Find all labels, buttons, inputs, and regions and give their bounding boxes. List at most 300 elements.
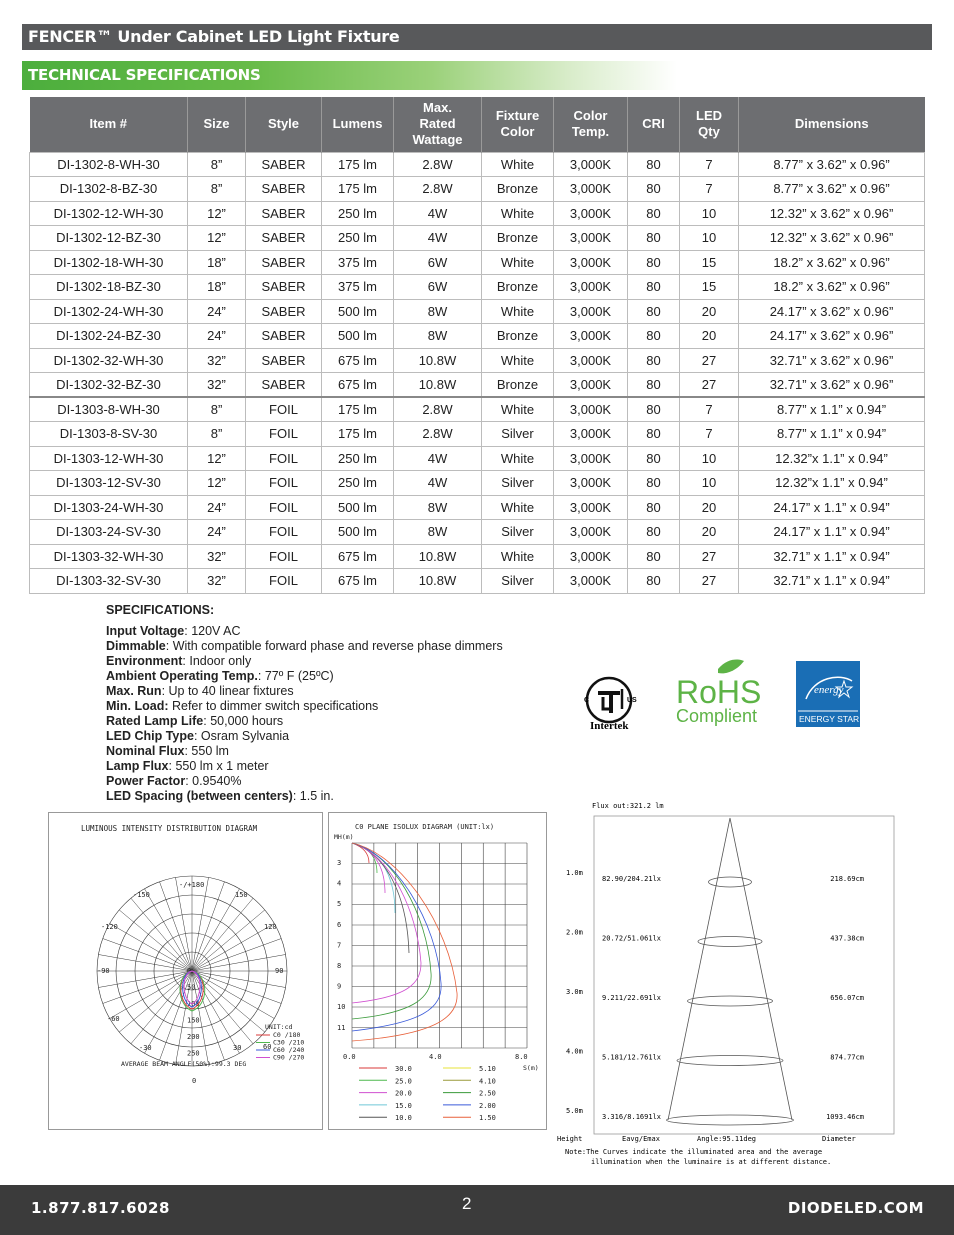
table-cell: 175 lm (322, 422, 394, 447)
table-cell: 2.8W (394, 422, 482, 447)
cone-col-angle: Angle:95.11deg (697, 1135, 757, 1143)
table-cell: 3,000K (554, 373, 628, 398)
table-row (30, 152, 925, 177)
table-cell: DI-1302-12-BZ-30 (30, 226, 188, 251)
table-cell: SABER (246, 201, 322, 226)
table-cell: 500 lm (322, 520, 394, 545)
spec-label: Input Voltage (106, 624, 185, 638)
column-header: Size (188, 97, 246, 152)
energy-star-logo (796, 661, 860, 727)
table-cell: 4W (394, 201, 482, 226)
table-cell: 12” (188, 446, 246, 471)
table-cell: DI-1303-24-WH-30 (30, 495, 188, 520)
table-cell: 375 lm (322, 250, 394, 275)
spec-value: : 0.9540% (185, 774, 242, 788)
table-cell: 80 (628, 495, 680, 520)
table-cell: 80 (628, 544, 680, 569)
cone-note-line1: Note:The Curves indicate the illuminated area and the average (565, 1148, 823, 1156)
table-cell: 250 lm (322, 446, 394, 471)
table-cell: 3,000K (554, 495, 628, 520)
table-cell: DI-1303-32-WH-30 (30, 544, 188, 569)
table-cell: White (482, 152, 554, 177)
table-cell: 3,000K (554, 397, 628, 422)
table-cell: 3,000K (554, 348, 628, 373)
table-cell: Bronze (482, 373, 554, 398)
cone-ellipse (677, 1056, 783, 1066)
table-cell: 32” (188, 544, 246, 569)
table-cell: 675 lm (322, 569, 394, 594)
isolux-legend-label: 4.10 (479, 1077, 496, 1086)
table-cell: White (482, 544, 554, 569)
table-cell: 8” (188, 177, 246, 202)
column-header: Fixture Color (482, 97, 554, 152)
table-cell: 3,000K (554, 177, 628, 202)
polar-title: LUMINOUS INTENSITY DISTRIBUTION DIAGRAM (81, 824, 258, 833)
table-cell: 24” (188, 495, 246, 520)
footer-website: DIODELED.COM (787, 1199, 924, 1217)
table-cell: Bronze (482, 275, 554, 300)
spec-item (106, 729, 503, 744)
column-header: Dimensions (739, 97, 925, 152)
spec-label: Max. Run (106, 684, 162, 698)
table-cell: 3,000K (554, 275, 628, 300)
table-row (30, 299, 925, 324)
table-cell: 80 (628, 520, 680, 545)
spec-value: Refer to dimmer switch specifications (168, 699, 379, 713)
spec-item (106, 624, 503, 639)
table-cell: 80 (628, 373, 680, 398)
section-heading: TECHNICAL SPECIFICATIONS (22, 61, 932, 90)
table-cell: 2.8W (394, 397, 482, 422)
table-cell: White (482, 397, 554, 422)
polar-diagram (48, 812, 323, 1130)
table-cell: 8.77” x 3.62” x 0.96” (739, 177, 925, 202)
spec-item (106, 639, 503, 654)
table-cell: 27 (680, 373, 739, 398)
table-cell: White (482, 495, 554, 520)
polar-legend-label: C90 /270 (273, 1053, 305, 1062)
polar-unit: UNIT:cd (265, 1023, 293, 1031)
polar-legend-label: C30 /210 (273, 1038, 305, 1047)
table-cell: 3,000K (554, 422, 628, 447)
table-cell: DI-1302-18-WH-30 (30, 250, 188, 275)
polar-svg (49, 813, 323, 1130)
table-cell: DI-1303-32-SV-30 (30, 569, 188, 594)
table-cell: 12.32”x 1.1” x 0.94” (739, 446, 925, 471)
spec-label: Power Factor (106, 774, 186, 788)
table-cell: 80 (628, 299, 680, 324)
column-header: Max. Rated Wattage (394, 97, 482, 152)
isolux-xtick: 0.0 (343, 1053, 356, 1061)
table-cell: White (482, 299, 554, 324)
table-cell: FOIL (246, 569, 322, 594)
isolux-grid (337, 843, 539, 1072)
isolux-legend-label: 20.0 (395, 1089, 412, 1098)
table-cell: 10.8W (394, 348, 482, 373)
isolux-legend-label: 5.10 (479, 1065, 496, 1073)
spec-value: : 50,000 hours (203, 714, 284, 728)
table-cell: 32” (188, 348, 246, 373)
polar-angle-label: -120 (101, 923, 118, 931)
beam-cone-diagram (552, 798, 902, 1170)
table-row (30, 348, 925, 373)
table-cell: 8W (394, 495, 482, 520)
table-cell: 32” (188, 373, 246, 398)
table-cell: 80 (628, 422, 680, 447)
isolux-legend-label: 1.50 (479, 1114, 496, 1123)
column-header: Style (246, 97, 322, 152)
cone-ellipse (667, 1115, 794, 1125)
table-cell: DI-1303-12-WH-30 (30, 446, 188, 471)
table-cell: Bronze (482, 324, 554, 349)
table-cell: DI-1303-8-SV-30 (30, 422, 188, 447)
energy-script: energy (814, 684, 844, 696)
table-row (30, 275, 925, 300)
polar-angle-label: 120 (264, 923, 277, 931)
table-row (30, 373, 925, 398)
table-cell: 8W (394, 520, 482, 545)
rohs-title: RoHS (676, 674, 762, 710)
etl-logo (584, 678, 637, 732)
table-cell: 8W (394, 299, 482, 324)
column-header: LED Qty (680, 97, 739, 152)
table-row (30, 422, 925, 447)
table-cell: 6W (394, 250, 482, 275)
table-cell: SABER (246, 152, 322, 177)
table-cell: 24.17” x 3.62” x 0.96” (739, 299, 925, 324)
spec-table (29, 97, 925, 594)
page-number: 2 (462, 1194, 472, 1213)
isolux-xtick: 8.0 (515, 1053, 528, 1061)
table-cell: 3,000K (554, 152, 628, 177)
table-cell: 7 (680, 397, 739, 422)
table-cell: White (482, 348, 554, 373)
table-cell: 27 (680, 544, 739, 569)
table-cell: 3,000K (554, 544, 628, 569)
table-cell: 3,000K (554, 569, 628, 594)
table-row (30, 250, 925, 275)
table-cell: 500 lm (322, 495, 394, 520)
table-cell: 500 lm (322, 299, 394, 324)
table-cell: 3,000K (554, 324, 628, 349)
table-cell: 80 (628, 397, 680, 422)
table-cell: 80 (628, 177, 680, 202)
table-cell: FOIL (246, 544, 322, 569)
etl-us-label: US (627, 697, 637, 704)
table-cell: FOIL (246, 520, 322, 545)
table-cell: Bronze (482, 226, 554, 251)
polar-legend-label: C60 /240 (273, 1046, 305, 1054)
table-cell: 175 lm (322, 397, 394, 422)
table-cell: SABER (246, 299, 322, 324)
isolux-legend-label: 30.0 (395, 1065, 412, 1073)
table-cell: FOIL (246, 471, 322, 496)
table-cell: SABER (246, 348, 322, 373)
table-cell: 32.71” x 1.1” x 0.94” (739, 544, 925, 569)
cone-ellipse (709, 877, 752, 887)
isolux-ytick: 6 (337, 920, 342, 929)
table-cell: 3,000K (554, 226, 628, 251)
table-cell: DI-1303-24-SV-30 (30, 520, 188, 545)
table-cell: 12.32” x 3.62” x 0.96” (739, 226, 925, 251)
spec-value: : 1.5 in. (292, 789, 334, 803)
table-cell: White (482, 250, 554, 275)
table-cell: 675 lm (322, 544, 394, 569)
table-cell: DI-1302-18-BZ-30 (30, 275, 188, 300)
polar-angle-label: -/+180 (179, 881, 205, 889)
cone-col-eavg: Eavg/Emax (622, 1135, 660, 1143)
spec-label: Environment (106, 654, 183, 668)
table-cell: 8W (394, 324, 482, 349)
cone-note-line2: illumination when the luminaire is at different distance. (591, 1158, 832, 1166)
polar-beam-angle: AVERAGE BEAM ANGLE(50%):99.3 DEG (121, 1060, 247, 1068)
isolux-xlabel: S(m) (523, 1064, 539, 1072)
table-cell: 12” (188, 471, 246, 496)
table-cell: 12.32”x 1.1” x 0.94” (739, 471, 925, 496)
isolux-diagram (328, 812, 547, 1130)
polar-angle-label: -30 (139, 1044, 152, 1052)
table-cell: FOIL (246, 446, 322, 471)
table-row (30, 495, 925, 520)
table-cell: 10 (680, 226, 739, 251)
table-cell: White (482, 446, 554, 471)
table-cell: DI-1302-32-WH-30 (30, 348, 188, 373)
etl-c-label: C (584, 697, 590, 704)
cone-flux: Flux out:321.2 lm (592, 802, 664, 810)
specifications-list (106, 624, 503, 804)
table-row (30, 446, 925, 471)
footer (0, 1185, 954, 1235)
table-cell: FOIL (246, 495, 322, 520)
cone-illuminance: 20.72/51.061lx (602, 934, 662, 943)
table-cell: 4W (394, 471, 482, 496)
polar-legend-label: C0 /180 (273, 1031, 301, 1039)
table-cell: 20 (680, 520, 739, 545)
spec-label: Dimmable (106, 639, 166, 653)
polar-angle-label: -60 (107, 1015, 120, 1023)
isolux-curves (352, 843, 457, 1041)
table-cell: SABER (246, 226, 322, 251)
polar-angle-label: 90 (275, 967, 284, 975)
table-cell: 32.71” x 3.62” x 0.96” (739, 348, 925, 373)
spec-value: : 120V AC (184, 624, 241, 638)
table-cell: 3,000K (554, 201, 628, 226)
polar-radius-label: 150 (187, 1016, 200, 1025)
table-cell: DI-1303-8-WH-30 (30, 397, 188, 422)
polar-angle-label: 30 (233, 1044, 242, 1052)
energy-star-label: ENERGY STAR (799, 714, 860, 724)
table-cell: 175 lm (322, 177, 394, 202)
table-cell: 3,000K (554, 446, 628, 471)
table-cell: 2.8W (394, 177, 482, 202)
table-cell: 18” (188, 275, 246, 300)
table-cell: 12” (188, 226, 246, 251)
cone-height: 1.0m (566, 869, 583, 877)
isolux-ylabel: MH(m) (334, 833, 354, 841)
cone-illuminance: 82.90/204.21lx (602, 875, 662, 883)
spec-label: Ambient Operating Temp. (106, 669, 258, 683)
table-cell: 80 (628, 152, 680, 177)
table-cell: 7 (680, 177, 739, 202)
table-row (30, 569, 925, 594)
table-cell: FOIL (246, 422, 322, 447)
isolux-ytick: 9 (337, 982, 342, 991)
table-body (30, 152, 925, 593)
spec-item (106, 744, 503, 759)
isolux-legend (359, 1065, 496, 1122)
table-cell: 3,000K (554, 250, 628, 275)
table-row (30, 226, 925, 251)
table-cell: 20 (680, 299, 739, 324)
table-cell: 80 (628, 250, 680, 275)
table-cell: 675 lm (322, 348, 394, 373)
cone-height: 2.0m (566, 928, 583, 937)
table-cell: White (482, 201, 554, 226)
column-header: Lumens (322, 97, 394, 152)
spec-value: : Indoor only (182, 654, 252, 668)
table-row (30, 544, 925, 569)
polar-angle-label: -90 (97, 967, 110, 975)
table-cell: 3,000K (554, 299, 628, 324)
spec-item (106, 789, 503, 804)
table-cell: 500 lm (322, 324, 394, 349)
table-cell: 8” (188, 397, 246, 422)
spec-label: LED Spacing (between centers) (106, 789, 293, 803)
spec-item (106, 759, 503, 774)
table-cell: 27 (680, 348, 739, 373)
table-cell: 3,000K (554, 520, 628, 545)
table-cell: DI-1302-32-BZ-30 (30, 373, 188, 398)
polar-radius-label: 0 (187, 967, 192, 975)
spec-item (106, 774, 503, 789)
isolux-legend-label: 2.50 (479, 1089, 496, 1098)
table-cell: DI-1302-12-WH-30 (30, 201, 188, 226)
table-cell: 675 lm (322, 373, 394, 398)
table-cell: 8” (188, 422, 246, 447)
table-cell: 10.8W (394, 544, 482, 569)
table-cell: Bronze (482, 177, 554, 202)
table-cell: 20 (680, 324, 739, 349)
intertek-label: Intertek (590, 720, 629, 732)
table-cell: 32.71” x 3.62” x 0.96” (739, 373, 925, 398)
polar-angle-label: -150 (133, 891, 150, 899)
isolux-ytick: 10 (337, 1003, 346, 1012)
table-cell: 18.2” x 3.62” x 0.96” (739, 250, 925, 275)
isolux-xtick: 4.0 (429, 1053, 442, 1061)
table-cell: 24” (188, 299, 246, 324)
cone-illuminance: 5.181/12.761lx (602, 1053, 662, 1062)
cone-frame (594, 816, 894, 1134)
table-cell: 8.77” x 1.1” x 0.94” (739, 397, 925, 422)
column-header: Item # (30, 97, 188, 152)
polar-radius-label: 200 (187, 1033, 200, 1041)
table-cell: 7 (680, 152, 739, 177)
cone-diameter: 218.69cm (830, 875, 864, 883)
cone-col-height: Height (557, 1135, 583, 1143)
isolux-svg (329, 813, 547, 1130)
polar-radius-label: 100 (187, 1000, 200, 1008)
table-cell: 18.2” x 3.62” x 0.96” (739, 275, 925, 300)
table-cell: SABER (246, 324, 322, 349)
table-cell: 80 (628, 348, 680, 373)
table-cell: 10 (680, 446, 739, 471)
polar-angle-label: 60 (263, 1043, 272, 1051)
cone-height: 3.0m (566, 988, 583, 996)
table-cell: 32.71” x 1.1” x 0.94” (739, 569, 925, 594)
spec-value: : With compatible forward phase and reverse phase dimmers (165, 639, 503, 653)
table-cell: 7 (680, 422, 739, 447)
spec-item (106, 699, 503, 714)
spec-item (106, 714, 503, 729)
certification-logos (578, 655, 878, 735)
table-cell: SABER (246, 250, 322, 275)
cone-diameter: 874.77cm (830, 1053, 864, 1062)
table-cell: 80 (628, 471, 680, 496)
cone-col-diameter: Diameter (822, 1135, 856, 1143)
isolux-ytick: 5 (337, 900, 342, 909)
table-cell: SABER (246, 275, 322, 300)
isolux-legend-label: 2.00 (479, 1101, 496, 1110)
table-cell: 24” (188, 324, 246, 349)
table-cell: 20 (680, 495, 739, 520)
table-cell: 80 (628, 324, 680, 349)
isolux-ytick: 11 (337, 1023, 346, 1032)
table-cell: 2.8W (394, 152, 482, 177)
spec-label: Nominal Flux (106, 744, 185, 758)
page-title: FENCER™ Under Cabinet LED Light Fixture (22, 24, 932, 50)
table-cell: 32” (188, 569, 246, 594)
isolux-ytick: 3 (337, 859, 342, 867)
table-cell: SABER (246, 373, 322, 398)
cone-ellipse (698, 937, 762, 947)
table-cell: 24.17” x 1.1” x 0.94” (739, 520, 925, 545)
polar-radius-label: 250 (187, 1049, 200, 1058)
table-cell: 27 (680, 569, 739, 594)
cone-illuminance: 3.316/8.1691lx (602, 1113, 662, 1121)
table-cell: 80 (628, 569, 680, 594)
specifications-block (106, 603, 503, 804)
table-cell: 250 lm (322, 471, 394, 496)
spec-item (106, 684, 503, 699)
table-cell: 10 (680, 201, 739, 226)
table-cell: 24.17” x 3.62” x 0.96” (739, 324, 925, 349)
isolux-legend-label: 25.0 (395, 1077, 412, 1086)
isolux-ytick: 7 (337, 941, 342, 950)
table-cell: 6W (394, 275, 482, 300)
isolux-legend-label: 10.0 (395, 1114, 412, 1123)
table-cell: Silver (482, 422, 554, 447)
polar-angle-label: 0 (192, 1077, 197, 1085)
table-cell: 15 (680, 275, 739, 300)
table-row (30, 201, 925, 226)
polar-radius-label: 50 (187, 983, 196, 992)
rohs-logo (676, 659, 761, 726)
table-cell: 175 lm (322, 152, 394, 177)
table-cell: DI-1302-8-BZ-30 (30, 177, 188, 202)
footer-phone: 1.877.817.6028 (31, 1199, 170, 1217)
table-cell: 8.77” x 1.1” x 0.94” (739, 422, 925, 447)
isolux-title: C0 PLANE ISOLUX DIAGRAM (UNIT:lx) (355, 823, 495, 831)
table-cell: 80 (628, 201, 680, 226)
table-cell: DI-1303-12-SV-30 (30, 471, 188, 496)
table-row (30, 520, 925, 545)
table-cell: Silver (482, 569, 554, 594)
spec-label: Min. Load: (106, 699, 169, 713)
column-header: Color Temp. (554, 97, 628, 152)
table-cell: 8” (188, 152, 246, 177)
table-cell: 250 lm (322, 226, 394, 251)
spec-label: LED Chip Type (106, 729, 194, 743)
